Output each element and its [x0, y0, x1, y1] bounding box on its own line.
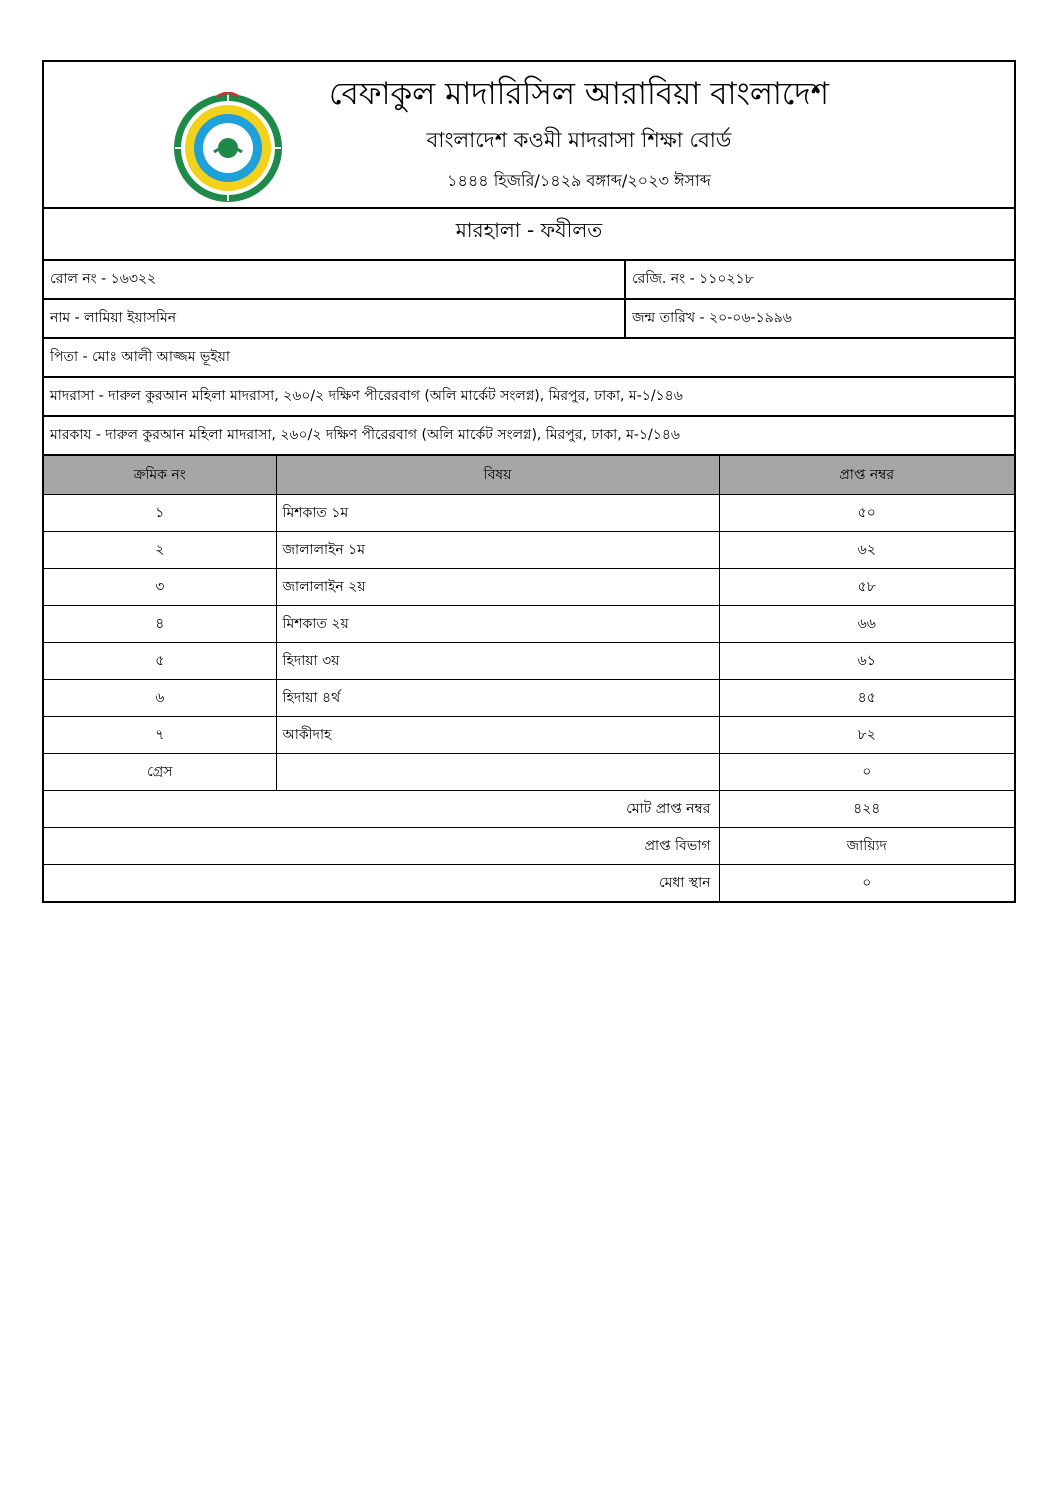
header: [44, 62, 1014, 209]
total-marks-value: ৪২৪: [719, 790, 1014, 827]
table-row: [44, 605, 1014, 642]
board-subtitle: বাংলাদেশ কওমী মাদরাসা শিক্ষা বোর্ড: [426, 128, 732, 152]
table-row: [44, 568, 1014, 605]
result-sheet: [42, 60, 1016, 903]
exam-level: মারহালা - ফযীলত: [44, 209, 1014, 261]
roll-number: রোল নং - ১৬৩২২: [44, 261, 626, 298]
division-label: প্রাপ্ত বিভাগ: [44, 827, 719, 864]
subject-cell: আকীদাহ: [276, 716, 719, 753]
marks-cell: ৪৫: [719, 679, 1014, 716]
markaz-name: মারকায - দারুল কুরআন মহিলা মাদরাসা, ২৬০/২ দক্ষিণ পীরেরবাগ (অলি মার্কেট সংলগ্ন), মিরপুর, ঢাকা, ম-১/১৪৬: [50, 427, 681, 443]
grace-row: [44, 753, 1014, 790]
table-row: [44, 531, 1014, 568]
merit-position-row: [44, 864, 1014, 901]
total-marks-row: [44, 790, 1014, 827]
marks-cell: ৮২: [719, 716, 1014, 753]
roll-reg-row: [44, 261, 1014, 300]
subject-cell: হিদায়া ৪র্থ: [276, 679, 719, 716]
father-row: [44, 339, 1014, 378]
table-row: [44, 716, 1014, 753]
subject-cell: জালালাইন ২য়: [276, 568, 719, 605]
markaz-row: [44, 417, 1014, 456]
table-header-row: [44, 456, 1014, 494]
grace-label: গ্রেস: [44, 753, 276, 790]
marks-cell: ৫৮: [719, 568, 1014, 605]
subject-cell: মিশকাত ১ম: [276, 494, 719, 531]
registration-number: রেজি. নং - ১১০২১৮: [632, 271, 754, 287]
total-marks-label: মোট প্রাপ্ত নম্বর: [44, 790, 719, 827]
date-of-birth: জন্ম তারিখ - ২০-০৬-১৯৯৬: [632, 310, 792, 326]
board-title: বেফাকুল মাদারিসিল আরাবিয়া বাংলাদেশ: [328, 76, 829, 112]
serial-cell: ৬: [44, 679, 276, 716]
grace-subject-cell: [276, 753, 719, 790]
merit-position-value: ০: [719, 864, 1014, 901]
subject-cell: জালালাইন ১ম: [276, 531, 719, 568]
exam-year: ১৪৪৪ হিজরি/১৪২৯ বঙ্গাব্দ/২০২৩ ঈসাব্দ: [447, 171, 711, 190]
marks-cell: ৬২: [719, 531, 1014, 568]
serial-cell: ৫: [44, 642, 276, 679]
name-dob-row: [44, 300, 1014, 339]
subject-cell: হিদায়া ৩য়: [276, 642, 719, 679]
madrasa-name: মাদরাসা - দারুল কুরআন মহিলা মাদরাসা, ২৬০/২ দক্ষিণ পীরেরবাগ (অলি মার্কেট সংলগ্ন), মিরপুর, ঢাকা, ম-১/১৪৬: [50, 388, 683, 404]
serial-cell: ২: [44, 531, 276, 568]
student-name: নাম - লামিয়া ইয়াসমিন: [44, 300, 626, 337]
marks-cell: ৬১: [719, 642, 1014, 679]
father-name: পিতা - মোঃ আলী আজ্জম ভূইয়া: [50, 349, 230, 365]
col-header-subject: বিষয়: [276, 456, 719, 494]
marks-table: [44, 456, 1014, 901]
grace-marks: ০: [719, 753, 1014, 790]
subject-cell: মিশকাত ২য়: [276, 605, 719, 642]
division-row: [44, 827, 1014, 864]
division-value: জায়্যিদ: [719, 827, 1014, 864]
serial-cell: ৭: [44, 716, 276, 753]
serial-cell: ১: [44, 494, 276, 531]
col-header-marks: প্রাপ্ত নম্বর: [719, 456, 1014, 494]
merit-position-label: মেধা স্থান: [44, 864, 719, 901]
madrasa-row: [44, 378, 1014, 417]
table-row: [44, 642, 1014, 679]
marks-cell: ৬৬: [719, 605, 1014, 642]
table-row: [44, 679, 1014, 716]
serial-cell: ৩: [44, 568, 276, 605]
col-header-serial: ক্রমিক নং: [44, 456, 276, 494]
marks-cell: ৫০: [719, 494, 1014, 531]
serial-cell: ৪: [44, 605, 276, 642]
table-row: [44, 494, 1014, 531]
